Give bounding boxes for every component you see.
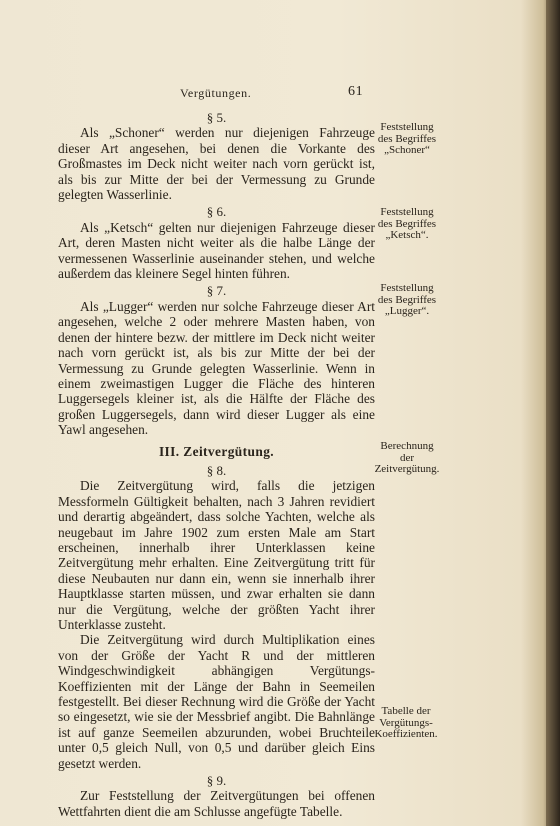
section-label: § 8. xyxy=(206,462,227,478)
section-label: § 5. xyxy=(206,110,227,125)
margin-note: Berechnung der Zeitvergütung. xyxy=(374,440,440,476)
header-title: Vergütungen. xyxy=(180,86,252,100)
section-label: § 6. xyxy=(206,204,227,220)
margin-note: Feststellung des Begriffes „Schoner“ xyxy=(377,121,437,157)
section-paragraph: Als „Ketsch“ gelten nur diejenigen Fahrzeuge dieser Art, deren Masten nicht weiter als die halbe Länge der vermessenen Wasserlinie auseinander stehen, und welche außerdem das kleinere Segel hinten führen. xyxy=(58,219,375,282)
book-spine xyxy=(546,0,560,826)
section-paragraph: Die Zeitvergütung wird, falls die jetzigen Messformeln Gültigkeit behalten, nach 3 Jahren revidiert und derartig abgeändert, dass solche Yachten, welche als neugebaut im Jahre 1902 zum ersten Male am Start erscheinen, innerhalb ihrer Unterklassen keine Zeitvergütung mehr erhalten. Eine Zeitvergütung tritt für diese Neubauten nur dann ein, wenn sie innerhalb ihrer Hauptklasse starten müssen, und zwar erhalten sie dann nur die Vergütung, welche der größten Yacht ihrer Unterklasse zusteht. xyxy=(58,478,375,632)
section-paragraph: Zur Feststellung der Zeitvergütungen bei offenen Wettfahrten dient die am Schlusse angefügte Tabelle. xyxy=(58,788,375,819)
section-paragraph: Die Zeitvergütung wird durch Multiplikation eines von der Größe der Yacht R und der mittleren Windgeschwindigkeit abhängigen Vergütungs-Koeffizienten mit der Länge der Bahn in Seemeilen festgestellt. Bei dieser Rechnung wird die Größe der Yacht so eingesetzt, wie sie der Messbrief angibt. Die Bahnlänge ist auf ganze Seemeilen abzurunden, wobei Bruchteile unter 0,5 gleich Null, von 0,5 und darüber gleich Eins gesetzt werden. xyxy=(58,632,375,771)
section-paragraph: Als „Schoner“ werden nur diejenigen Fahrzeuge dieser Art angesehen, bei denen die Vorkante des Großmastes im Deck nicht weiter nach vorn gerückt ist, als bis zur Mitte der bei der Vermessung zu Grunde gelegten Wasserlinie. xyxy=(58,125,375,203)
margin-note: Feststellung des Begriffes „Ketsch“. xyxy=(377,206,437,242)
main-text xyxy=(58,108,375,819)
chapter-heading: III. Zeitvergütung. xyxy=(158,443,275,459)
section-label: § 7. xyxy=(206,283,227,299)
margin-note: Tabelle der Vergütungs-Koeffizienten. xyxy=(374,705,438,741)
section-paragraph: Als „Lugger“ werden nur solche Fahrzeuge dieser Art angesehen, welche 2 oder mehrere Masten haben, von denen der hintere bezw. der mittlere im Deck nicht weiter nach vorn gerückt ist, als bis zur Mitte der bei der Vermessung zu Grunde gelegten Wasserlinie. Wenn in einem zweimastigen Lugger die Fläche des hinteren Luggersegels kleiner ist, als die Hälfte der Fläche des großen Luggersegels, dann wird dieser Lugger als eine Yawl angesehen. xyxy=(58,298,375,438)
page-number: 61 xyxy=(348,84,364,99)
section-label: § 9. xyxy=(206,773,227,789)
margin-note: Feststellung des Begriffes „Lugger“. xyxy=(377,282,437,318)
